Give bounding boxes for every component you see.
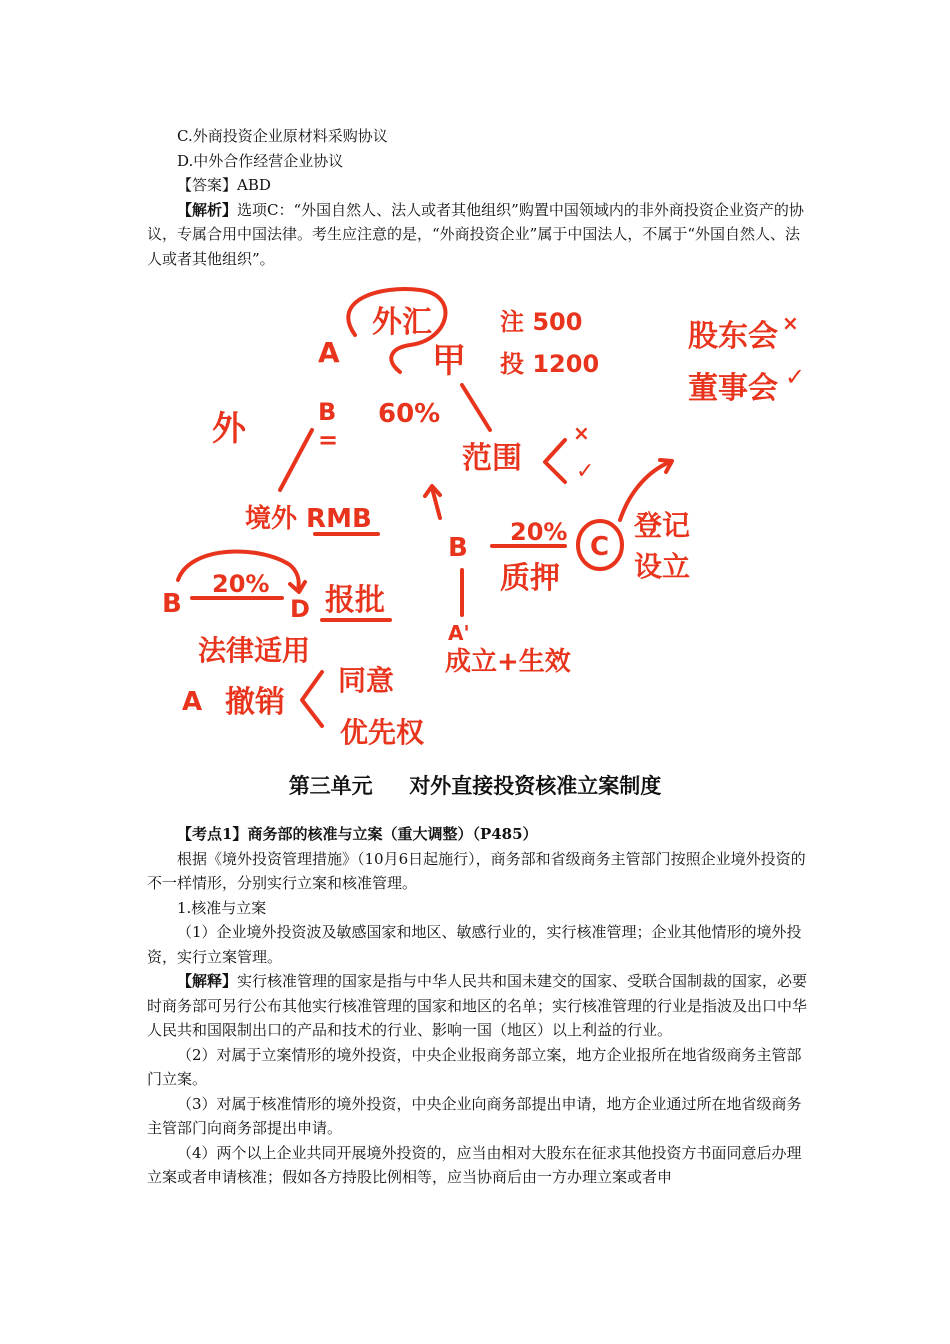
note-c-circle: C — [590, 532, 610, 562]
intro-paragraph: 根据《境外投资管理措施》（10月6日起施行），商务部和省级商务主管部门按照企业境外投资的不一样情形，分别实行立案和核准管理。 — [147, 849, 806, 892]
note-a-prime: A' — [448, 621, 470, 645]
note-x-fanwei: × — [573, 421, 590, 445]
jieshi-text: 实行核准管理的国家是指与中华人民共和国未建交的国家、受联合国制裁的国家，必要时商务部可另行公布其他实行核准管理的国家和地区的名单；实行核准管理的行业是指波及出口中华人民共和国限制出口的产品和技术的行业、影响一国（地区）以上利益的行业。 — [147, 972, 808, 1039]
arrow-b-up — [425, 486, 440, 518]
note-sixty: 60% — [378, 399, 441, 429]
note-wai: 外 — [212, 409, 246, 449]
note-b-bottom: B — [162, 589, 182, 619]
note-tongyi: 同意 — [338, 664, 395, 697]
brace-chexiao — [302, 672, 322, 726]
arrow-jingwai-up — [280, 430, 312, 490]
kaodian-label: 【考点1】 — [177, 825, 248, 843]
note-youxianquan: 优先权 — [340, 716, 425, 749]
item-4: （4）两个以上企业共同开展境外投资的，应当由相对大股东在征求其他投资方书面同意后办理立案或者申请核准；假如各方持股比例相等，应当协商后由一方办理立案或者申 — [147, 1143, 802, 1186]
item-2: （2）对属于立案情形的境外投资，中央企业报商务部立案，地方企业报所在地省级商务主管部门立案。 — [147, 1045, 802, 1088]
note-a-bottom: A — [182, 687, 203, 717]
note-twenty-mid: 20% — [510, 518, 568, 546]
note-tou: 投 1200 — [500, 350, 600, 378]
note-twenty-left: 20% — [212, 570, 270, 598]
arrow-jia-fanwei — [462, 385, 490, 430]
note-gudonghui: 股东会 — [688, 319, 778, 354]
note-forex: 外汇 — [372, 305, 432, 340]
note-baopi: 报批 — [325, 583, 385, 618]
note-b-left: B — [318, 398, 337, 426]
note-zhu: 注 500 — [500, 308, 583, 336]
unit-title — [0, 770, 950, 800]
note-a-top: A — [318, 336, 340, 369]
note-chexiao: 撤销 — [225, 685, 285, 720]
note-x-gudong: × — [782, 311, 799, 335]
analysis-text: 选项C：“外国自然人、法人或者其他组织”购置中国领域内的非外商投资企业资产的协议，专属合用中国法律。考生应注意的是，“外商投资企业”属于中国法人，不属于“外国自然人、法人或者其他组织”。 — [147, 200, 804, 268]
unit-title-part2: 对外直接投资核准立案制度 — [409, 774, 662, 798]
note-shengxiao: 成立+生效 — [445, 647, 571, 677]
answer-label: 【答案】 — [177, 176, 238, 194]
note-diya: 质押 — [500, 561, 560, 596]
kaodian-heading — [147, 822, 812, 847]
note-dengji: 登记 — [634, 509, 691, 542]
unit-content — [147, 822, 812, 1190]
answer-value: ABD — [237, 176, 271, 194]
item-3: （3）对属于核准情形的境外投资，中央企业向商务部提出申请，地方企业通过所在地省级商务主管部门向商务部提出申请。 — [147, 1094, 802, 1137]
unit-title-part1: 第三单元 — [288, 774, 373, 798]
note-jingwai: 境外 RMB — [245, 504, 372, 534]
option-d: D.中外合作经营企业协议 — [177, 151, 344, 170]
brace-fanwei — [545, 440, 565, 482]
note-sheli: 设立 — [634, 550, 691, 583]
analysis-label: 【解析】 — [177, 200, 238, 219]
note-falv: 法律适用 — [198, 634, 311, 667]
option-c: C.外商投资企业原材料采购协议 — [177, 127, 388, 145]
note-jia: 甲 — [432, 341, 466, 381]
note-eq: = — [318, 426, 339, 454]
kaodian-title: 商务部的核准与立案（重大调整）（P485） — [247, 825, 538, 843]
item-1-heading: 1.核准与立案 — [177, 898, 267, 917]
note-d: D — [290, 595, 310, 623]
note-check-fanwei: ✓ — [576, 459, 595, 484]
note-fanwei: 范围 — [462, 441, 522, 476]
note-b-mid: B — [448, 533, 468, 563]
note-dongshihui: 董事会 — [688, 371, 778, 406]
note-check-dongshi: ✓ — [785, 363, 806, 391]
jieshi-paragraph — [147, 969, 812, 1043]
item-1-1: （1）企业境外投资波及敏感国家和地区、敏感行业的，实行核准管理；企业其他情形的境外投资，实行立案管理。 — [147, 923, 802, 966]
jieshi-label: 【解释】 — [177, 972, 238, 990]
